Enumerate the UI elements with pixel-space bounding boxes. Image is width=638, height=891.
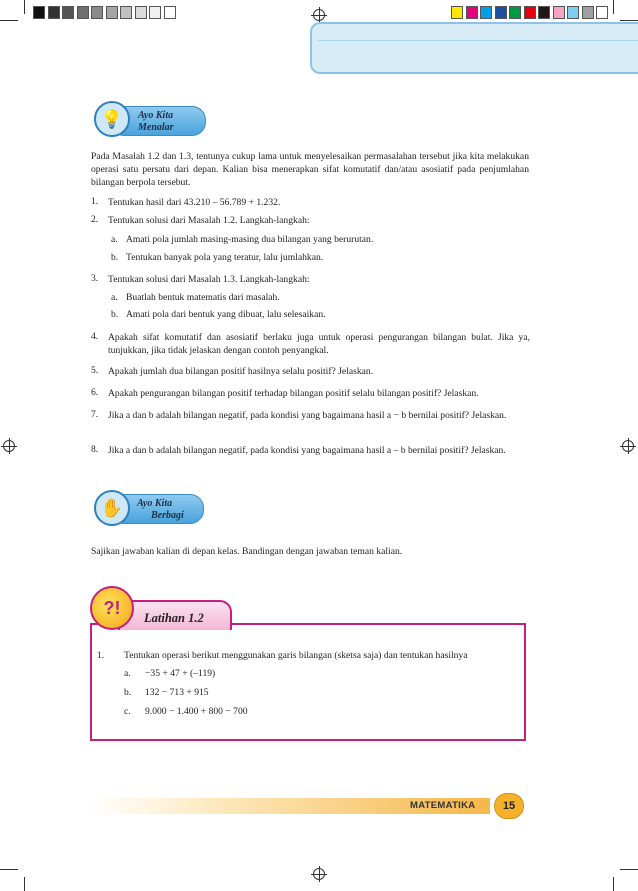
question-exclaim-icon: ?! xyxy=(90,586,134,630)
latihan-question-number: 1. xyxy=(97,650,105,661)
sharing-hand-icon: ✋ xyxy=(94,490,130,526)
item-number: 8. xyxy=(91,444,99,455)
thinking-person-icon: 💡 xyxy=(94,101,130,137)
header-band xyxy=(310,22,638,74)
item-number: 5. xyxy=(91,365,99,376)
crop-mark xyxy=(613,877,614,891)
crop-mark xyxy=(0,869,18,870)
menalar-badge-line2: Menalar xyxy=(138,122,174,133)
item-text: Tentukan hasil dari 43.210 – 56.789 + 1.232. xyxy=(108,197,281,208)
latihan-sub-text: 9.000 − 1.400 + 800 − 700 xyxy=(145,706,248,717)
item-number: 3. xyxy=(91,273,99,284)
color-swatch xyxy=(524,6,536,19)
gray-swatch xyxy=(164,6,176,19)
item-text: Tentukan solusi dari Masalah 1.2. Langkah-langkah: xyxy=(108,215,310,226)
crop-mark xyxy=(620,869,638,870)
item-number: 7. xyxy=(91,409,99,420)
sub-item-label: b. xyxy=(111,252,119,263)
sub-item-label: b. xyxy=(111,309,119,320)
latihan-sub-label: c. xyxy=(124,706,131,717)
latihan-title: Latihan 1.2 xyxy=(144,611,204,625)
latihan-sub-text: 132 − 713 + 915 xyxy=(145,687,209,698)
berbagi-text: Sajikan jawaban kalian di depan kelas. Bandingan dengan jawaban teman kalian. xyxy=(91,546,403,557)
registration-mark xyxy=(622,440,634,452)
item-text: Jika a dan b adalah bilangan negatif, pada kondisi yang bagaimana hasil a – b bernilai positif? Jelaskan. xyxy=(108,445,506,456)
item-number: 4. xyxy=(91,331,99,342)
color-swatch xyxy=(596,6,608,19)
menalar-badge-line1: Ayo Kita xyxy=(138,110,174,121)
gray-swatch xyxy=(106,6,118,19)
crop-mark xyxy=(0,20,18,21)
latihan-sub-label: b. xyxy=(124,687,132,698)
item-text: Apakah jumlah dua bilangan positif hasilnya selalu positif? Jelaskan. xyxy=(108,366,374,377)
item-number: 2. xyxy=(91,214,99,225)
item-text: Apakah sifat komutatif dan asosiatif berlaku juga untuk operasi pengurangan bilangan bulat. Jika ya, tunjukkan, jika tidak jelaskan dengan contoh penyangkal. xyxy=(108,332,530,356)
berbagi-badge-line2: Berbagi xyxy=(151,510,184,521)
gray-swatch xyxy=(33,6,45,19)
latihan-question: Tentukan operasi berikut menggunakan garis bilangan (sketsa saja) dan tentukan hasilnya xyxy=(124,650,468,661)
item-number: 6. xyxy=(91,387,99,398)
sub-item-text: Amati pola dari bentuk yang dibuat, lalu selesaikan. xyxy=(126,309,326,320)
latihan-sub-text: −35 + 47 + (–119) xyxy=(145,668,216,679)
color-swatch xyxy=(480,6,492,19)
gray-swatch xyxy=(135,6,147,19)
color-swatch xyxy=(567,6,579,19)
gray-swatch xyxy=(120,6,132,19)
color-swatch xyxy=(582,6,594,19)
crop-mark xyxy=(613,0,614,14)
sub-item-label: a. xyxy=(111,234,118,245)
registration-mark xyxy=(313,9,325,21)
sub-item-text: Amati pola jumlah masing-masing dua bilangan yang berurutan. xyxy=(126,234,374,245)
latihan-box xyxy=(90,623,526,741)
item-text: Jika a dan b adalah bilangan negatif, pada kondisi yang bagaimana hasil a − b bernilai positif? Jelaskan. xyxy=(108,410,507,421)
sub-item-text: Tentukan banyak pola yang teratur, lalu jumlahkan. xyxy=(126,252,324,263)
crop-mark xyxy=(620,20,638,21)
menalar-intro: Pada Masalah 1.2 dan 1.3, tentunya cukup lama untuk menyelesaikan permasalahan tersebut jika kita melakukan operasi satu persatu dari depan. Kalian bisa menerapkan sifat komutatif dan/atau asosiatif pada penjumlahan bilangan berpola tersebut. xyxy=(91,151,529,188)
crop-mark xyxy=(24,0,25,14)
gray-swatch xyxy=(149,6,161,19)
item-number: 1. xyxy=(91,196,99,207)
color-swatch xyxy=(451,6,463,19)
page-number: 15 xyxy=(494,793,524,819)
registration-mark xyxy=(313,868,325,880)
latihan-sub-label: a. xyxy=(124,668,131,679)
color-swatch xyxy=(553,6,565,19)
color-swatch xyxy=(466,6,478,19)
item-text: Tentukan solusi dari Masalah 1.3. Langkah-langkah: xyxy=(108,274,310,285)
color-swatch xyxy=(495,6,507,19)
sub-item-label: a. xyxy=(111,292,118,303)
berbagi-badge-line1: Ayo Kita xyxy=(137,498,173,509)
crop-mark xyxy=(24,877,25,891)
gray-swatch xyxy=(77,6,89,19)
gray-swatch xyxy=(48,6,60,19)
registration-mark xyxy=(3,440,15,452)
footer-subject: MATEMATIKA xyxy=(410,800,476,811)
item-text: Apakah pengurangan bilangan positif terhadap bilangan positif selalu bilangan positif? Jelaskan. xyxy=(108,388,479,399)
color-swatch xyxy=(509,6,521,19)
gray-swatch xyxy=(91,6,103,19)
color-swatch xyxy=(538,6,550,19)
gray-swatch xyxy=(62,6,74,19)
sub-item-text: Buatlah bentuk matematis dari masalah. xyxy=(126,292,280,303)
